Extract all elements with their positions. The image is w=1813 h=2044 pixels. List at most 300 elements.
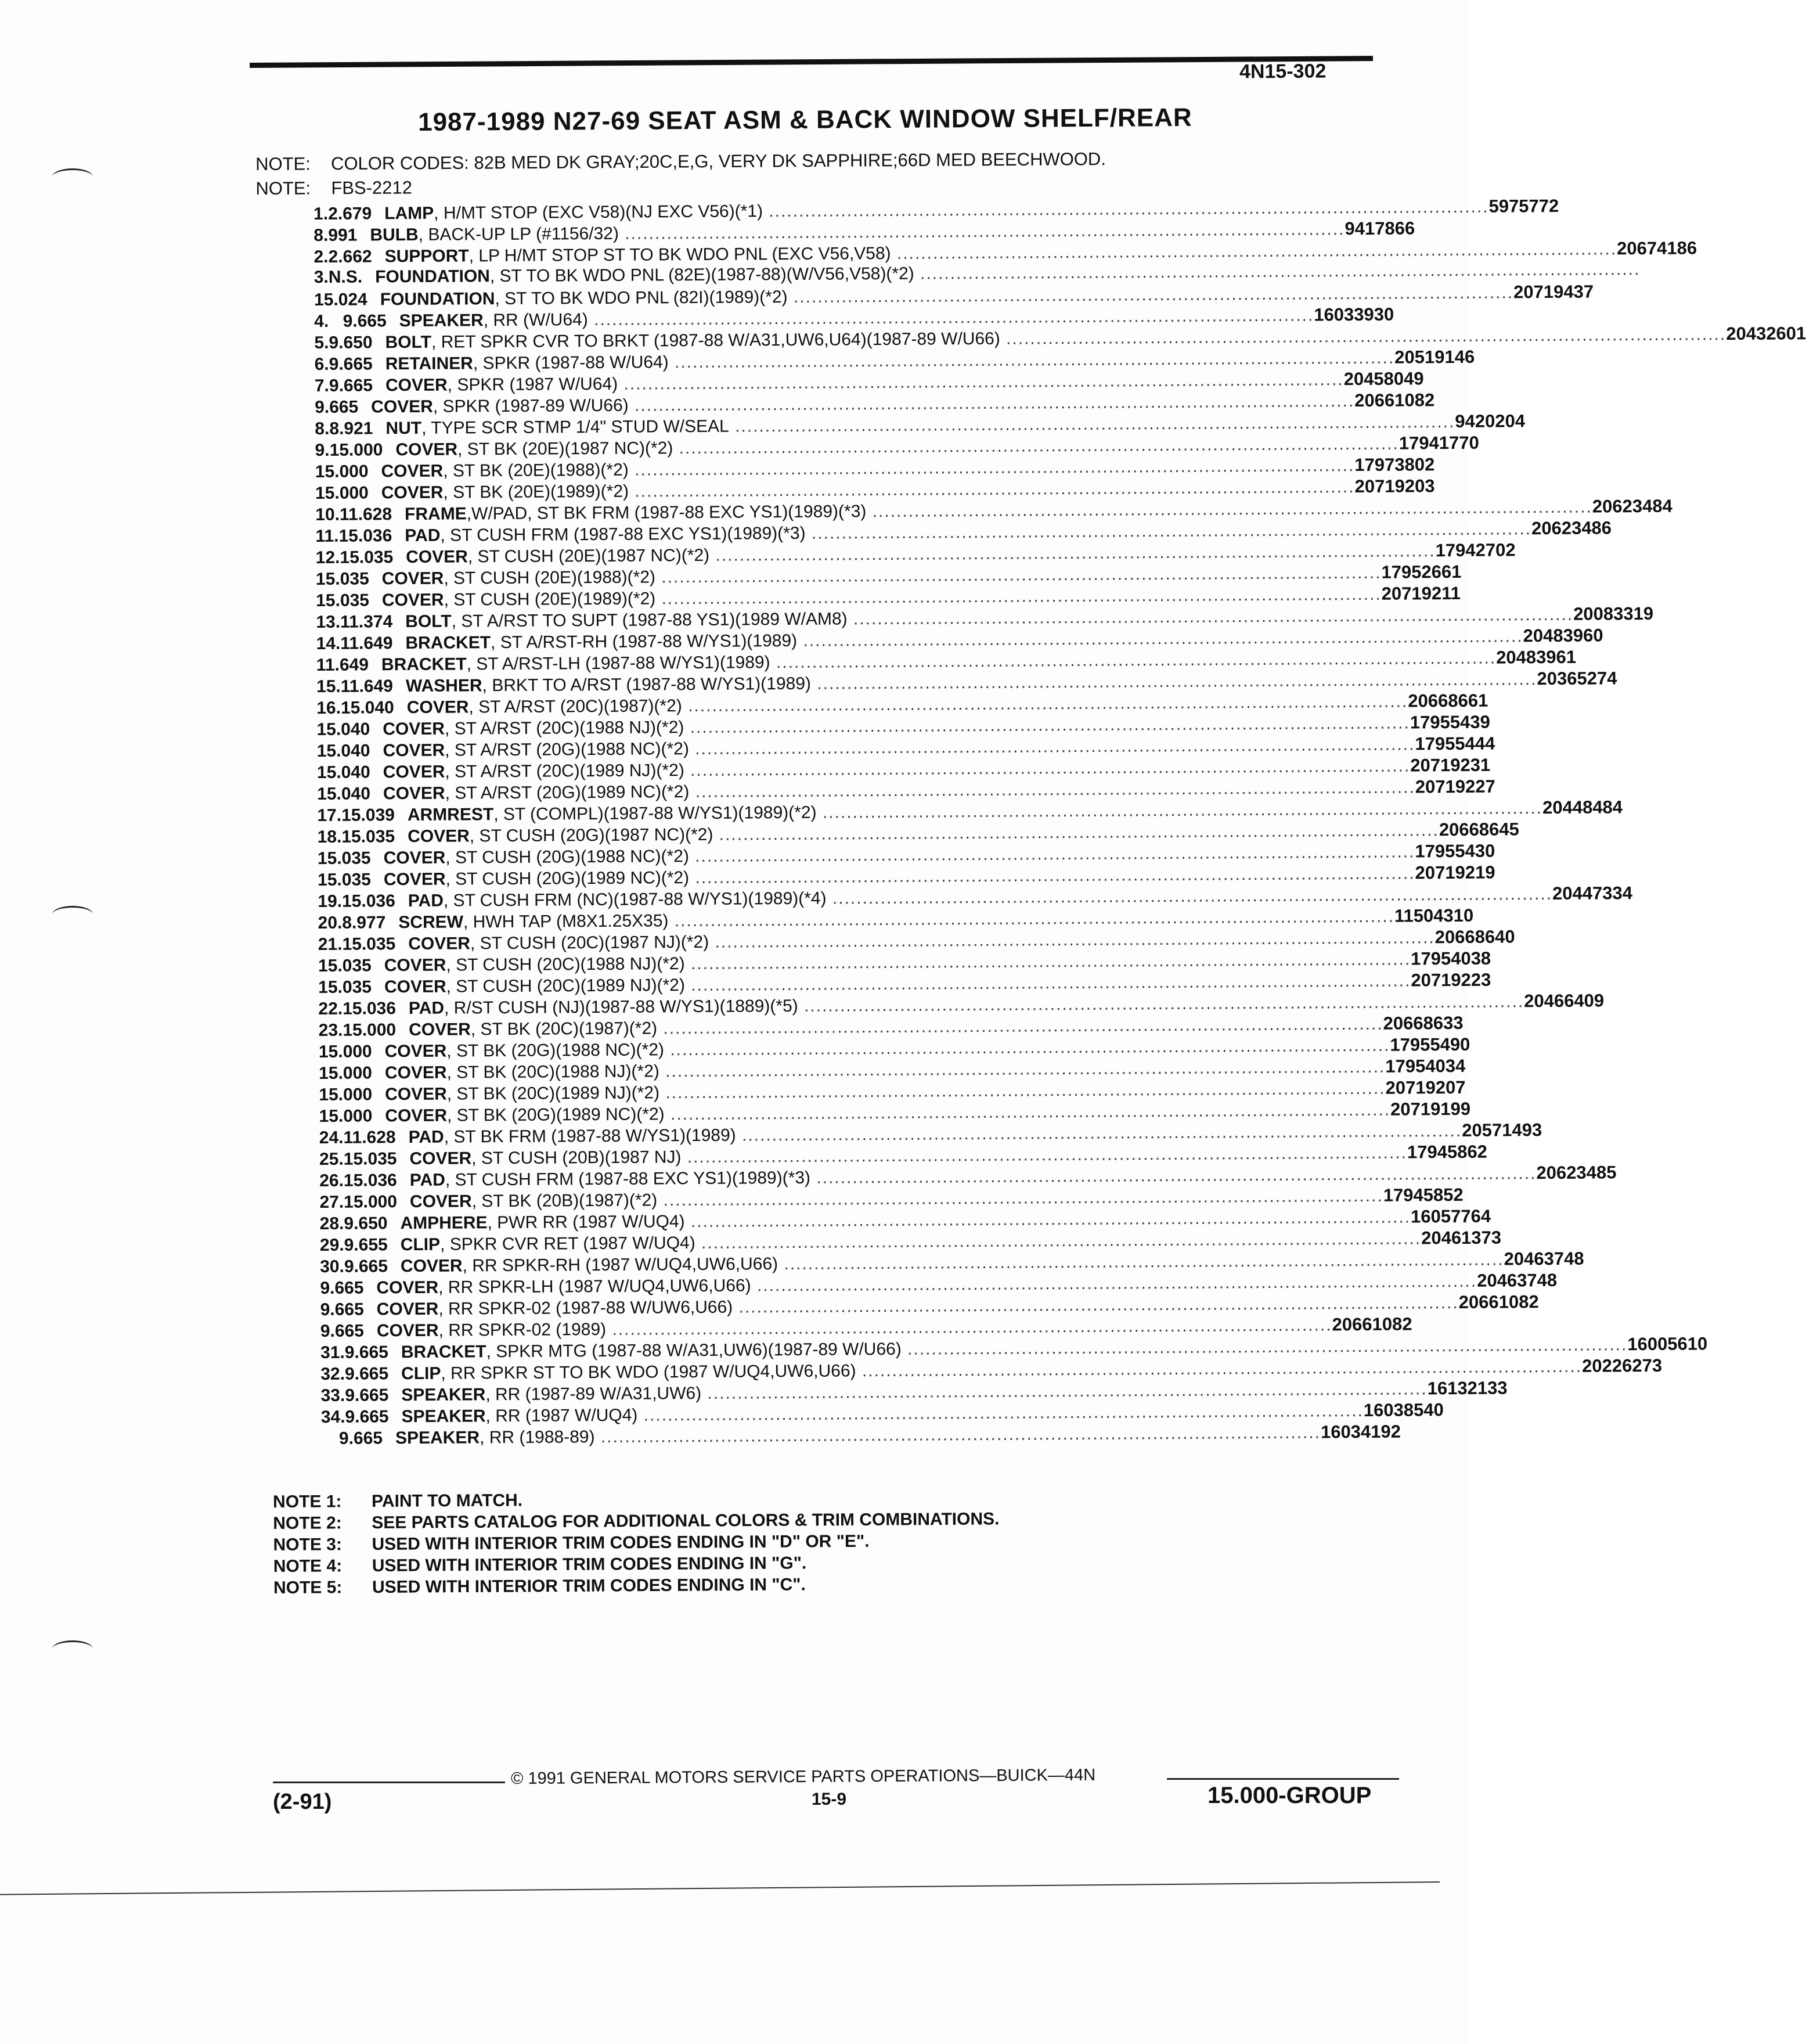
leader-dots: ........................................................................................................................ — [657, 1186, 1383, 1210]
part-detail: , SPKR CVR RET (1987 W/UQ4) — [439, 1233, 695, 1254]
part-detail: , H/MT STOP (EXC V58)(NJ EXC V56)(*1) — [434, 201, 763, 223]
leader-dots: ........................................................................................................................ — [914, 260, 1641, 283]
part-number: 20466409 — [1524, 990, 1605, 1012]
part-number: 17955444 — [1415, 733, 1495, 754]
leader-dots: ........................................................................................................................ — [668, 348, 1395, 372]
part-ref-number: 9. — [315, 440, 330, 460]
leader-dots: ........................................................................................................................ — [689, 842, 1415, 866]
leader-dots: ........................................................................................................................ — [628, 477, 1355, 501]
part-detail: , ST CUSH (20E)(1988)(*2) — [444, 567, 656, 588]
leader-dots: ........................................................................................................................ — [810, 670, 1537, 693]
part-name: AMPHERE — [400, 1213, 488, 1233]
part-group-number: 15.000 — [318, 1042, 372, 1061]
leader-dots: ........................................................................................................................ — [816, 798, 1543, 822]
part-name: RETAINER — [385, 354, 474, 374]
part-group-number: 15.036 — [338, 526, 392, 546]
part-group-number: 15.035 — [318, 956, 372, 976]
part-name: SPEAKER — [401, 1406, 486, 1427]
part-name: PAD — [408, 998, 445, 1019]
part-number: 20483960 — [1523, 625, 1603, 646]
part-group-number: 15.000 — [319, 1106, 373, 1126]
leader-dots: ........................................................................................................................ — [659, 1078, 1386, 1103]
part-name: COVER — [383, 762, 445, 782]
part-number: 20719219 — [1415, 862, 1495, 883]
part-name: COVER — [383, 869, 446, 890]
leader-dots: ........................................................................................................................ — [856, 1356, 1583, 1381]
part-number: 16132133 — [1427, 1377, 1508, 1399]
part-group-number: 9.665 — [320, 1278, 364, 1298]
footnote-label: NOTE 5: — [273, 1578, 343, 1597]
part-detail: , ST CUSH (20E)(1989)(*2) — [444, 589, 656, 610]
part-group-number: 15.036 — [343, 1171, 397, 1190]
part-ref-number: 30. — [320, 1257, 345, 1276]
parts-list — [313, 195, 1807, 1449]
part-group-number: 9.665 — [345, 1386, 389, 1405]
leader-dots: ........................................................................................................................ — [587, 305, 1314, 330]
part-detail: , RR (W/U64) — [483, 310, 588, 330]
part-number: 20668661 — [1408, 690, 1488, 711]
leader-dots: ........................................................................................................................ — [682, 692, 1408, 716]
leader-dots: ........................................................................................................................ — [1000, 325, 1727, 348]
part-detail: , ST A/RST (20C)(1987)(*2) — [468, 696, 682, 717]
part-group-number: 11.649 — [340, 634, 393, 653]
leader-dots: ........................................................................................................................ — [681, 1143, 1408, 1167]
footnote — [273, 1572, 1000, 1599]
part-ref-number: 5. — [314, 333, 329, 352]
part-group-number: 15.039 — [341, 805, 395, 825]
part-number: 20463748 — [1477, 1269, 1558, 1291]
leader-dots: ........................................................................................................................ — [787, 283, 1514, 307]
part-detail: , RR SPKR-02 (1989) — [438, 1319, 607, 1340]
part-ref-number: 4. — [314, 311, 329, 331]
part-name: COVER — [383, 719, 445, 739]
part-detail: , RET SPKR CVR TO BRKT (1987-88 W/A31,UW6,U64)(1987-89 W/U66) — [431, 329, 1000, 352]
part-group-number: 15.035 — [318, 870, 371, 890]
leader-dots: ........................................................................................................................ — [689, 863, 1415, 888]
leader-dots: ........................................................................................................................ — [709, 928, 1435, 952]
part-name: SPEAKER — [395, 1428, 480, 1448]
part-number: 20571493 — [1462, 1120, 1542, 1140]
part-number: 20432601 — [1726, 323, 1807, 344]
part-number: 17955439 — [1410, 711, 1490, 733]
part-name: BRACKET — [401, 1342, 486, 1362]
footnote-label: NOTE 4: — [273, 1556, 343, 1576]
part-detail: , ST (COMPL)(1987-88 W/YS1)(1989)(*2) — [493, 803, 817, 825]
part-group-number: 9.655 — [344, 1235, 388, 1255]
part-name: COVER — [381, 590, 444, 610]
leader-dots: ........................................................................................................................ — [751, 1271, 1477, 1296]
part-ref-number: 21. — [318, 934, 343, 954]
leader-dots: ........................................................................................................................ — [891, 239, 1617, 263]
leader-dots: ........................................................................................................................ — [668, 906, 1395, 931]
part-detail: , ST BK (20B)(1987)(*2) — [471, 1190, 658, 1211]
part-name: COVER — [383, 848, 446, 868]
part-group-number: 9.665 — [345, 1407, 389, 1427]
part-number: 20719199 — [1390, 1098, 1471, 1120]
part-name: BOLT — [385, 332, 432, 352]
leader-dots: ........................................................................................................................ — [628, 456, 1355, 480]
footnote-label: NOTE 1: — [273, 1492, 342, 1512]
part-name: COVER — [381, 461, 444, 481]
part-detail: , ST CUSH (20G)(1988 NC)(*2) — [445, 847, 689, 868]
header-notes — [255, 147, 1106, 201]
part-name: COVER — [383, 740, 445, 761]
part-group-number: 8.977 — [342, 913, 386, 933]
part-group-number: 15.035 — [340, 548, 394, 567]
part-number: 16005610 — [1627, 1333, 1708, 1355]
part-detail: , ST BK (20C)(1989 NJ)(*2) — [446, 1083, 660, 1104]
part-ref-number: 11. — [315, 526, 339, 546]
part-ref-number: 17. — [317, 805, 342, 825]
leader-dots: ........................................................................................................................ — [805, 519, 1532, 543]
part-name: PAD — [408, 891, 444, 911]
leader-dots: ........................................................................................................................ — [659, 1057, 1386, 1081]
part-number: 17941770 — [1399, 432, 1479, 454]
part-detail: , BACK-UP LP (#1156/32) — [418, 224, 619, 244]
part-name: NUT — [385, 418, 422, 438]
leader-dots: ........................................................................................................................ — [770, 648, 1497, 672]
footnote-label: NOTE 3: — [273, 1535, 343, 1554]
part-number: 20623484 — [1592, 495, 1673, 517]
part-group-number: 9.665 — [315, 397, 359, 417]
leader-dots: ........................................................................................................................ — [901, 1335, 1628, 1359]
part-number: 20674186 — [1617, 237, 1697, 259]
part-group-number: 9.665 — [329, 354, 373, 374]
part-detail: , ST CUSH (20C)(1989 NJ)(*2) — [446, 976, 686, 996]
part-ref-number: 10. — [315, 505, 340, 524]
part-ref-number: 14. — [316, 634, 341, 653]
part-name: COVER — [376, 1320, 439, 1341]
part-group-number: 15.040 — [316, 741, 370, 761]
footer-rule — [273, 1782, 505, 1783]
leader-dots: ........................................................................................................................ — [684, 1207, 1411, 1232]
part-name: COVER — [385, 1106, 448, 1126]
binder-hole-mark — [52, 906, 93, 923]
top-rule — [250, 56, 1373, 68]
part-name: ARMREST — [407, 805, 494, 825]
part-group-number: 15.000 — [319, 1085, 373, 1104]
part-name: FOUNDATION — [375, 267, 491, 287]
part-number: 20083319 — [1573, 603, 1654, 624]
part-group-number: 9.665 — [344, 1364, 389, 1384]
part-number: 20719437 — [1513, 281, 1594, 303]
footer-rule — [1167, 1778, 1399, 1780]
part-number: 20461373 — [1421, 1227, 1502, 1248]
part-detail: , PWR RR (1987 W/UQ4) — [487, 1212, 685, 1233]
leader-dots: ........................................................................................................................ — [664, 1100, 1391, 1124]
leader-dots: ........................................................................................................................ — [733, 1293, 1459, 1317]
part-ref-number: 7. — [314, 376, 330, 395]
part-ref-number: 27. — [319, 1192, 344, 1212]
part-number: 17973802 — [1354, 454, 1435, 476]
leader-dots: ........................................................................................................................ — [713, 821, 1439, 844]
part-ref-number: 13. — [316, 612, 341, 632]
part-detail: , RR SPKR ST TO BK WDO (1987 W/UQ4,UW6,U66) — [441, 1361, 856, 1383]
part-ref-number: 26. — [319, 1171, 344, 1190]
part-detail: , LP H/MT STOP ST TO BK WDO PNL (EXC V56,V58) — [468, 243, 891, 266]
part-name: COVER — [381, 483, 444, 503]
scan-edge-rule — [0, 1881, 1440, 1895]
footnote-text: PAINT TO MATCH. — [372, 1491, 523, 1511]
part-group-number: 15.040 — [316, 719, 370, 739]
group-number: 15.000-GROUP — [1208, 1783, 1372, 1808]
part-group-number: 15.035 — [315, 569, 369, 589]
part-group-number: 15.024 — [313, 290, 367, 310]
part-group-number: 15.000 — [329, 440, 383, 460]
part-number: 20448484 — [1542, 797, 1623, 818]
part-number: 20365274 — [1537, 668, 1617, 689]
part-name: COVER — [409, 1020, 471, 1040]
part-group-number: 9.665 — [343, 311, 387, 331]
part-group-number: 15.040 — [340, 698, 394, 718]
part-name: COVER — [384, 977, 446, 997]
part-detail: , BRKT TO A/RST (1987-88 W/YS1)(1989) — [482, 674, 812, 696]
part-name: CLIP — [400, 1235, 441, 1255]
part-detail: , ST CUSH (20C)(1988 NJ)(*2) — [446, 954, 685, 975]
leader-dots: ........................................................................................................................ — [637, 1401, 1364, 1425]
leader-dots: ........................................................................................................................ — [866, 497, 1592, 521]
leader-dots: ........................................................................................................................ — [736, 1121, 1462, 1145]
leader-dots: ........................................................................................................................ — [618, 219, 1345, 243]
part-detail: , ST CUSH FRM (NC)(1987-88 W/YS1)(1989)(*4) — [443, 888, 827, 911]
part-detail: , ST BK FRM (1987-88 W/YS1)(1989) — [444, 1125, 736, 1147]
part-group-number: 15.000 — [343, 1020, 397, 1040]
part-name: FOUNDATION — [380, 289, 495, 310]
part-ref-number: 8. — [315, 419, 330, 438]
part-name: COVER — [376, 1278, 439, 1298]
part-group-number: 11.649 — [316, 655, 369, 675]
part-detail: ,W/PAD, ST BK FRM (1987-88 EXC YS1)(1989)(*3) — [466, 502, 867, 524]
part-detail: , ST TO BK WDO PNL (82E)(1987-88)(W/V56,V58)(*2) — [489, 264, 914, 286]
leader-dots: ........................................................................................................................ — [664, 1035, 1390, 1060]
part-number: 20719231 — [1410, 754, 1491, 776]
leader-dots: ........................................................................................................................ — [701, 1379, 1428, 1403]
part-detail: , SPKR (1987 W/U64) — [447, 374, 618, 395]
leader-dots: ........................................................................................................................ — [709, 541, 1436, 565]
part-number: 20661082 — [1354, 390, 1435, 411]
part-group-number: 15.040 — [317, 784, 371, 804]
part-name: COVER — [381, 568, 444, 589]
part-group-number: 8.921 — [329, 419, 373, 438]
part-name: BRACKET — [381, 654, 467, 675]
part-detail: , ST A/RST-LH (1987-88 W/YS1)(1989) — [466, 653, 770, 674]
part-detail: , R/ST CUSH (NJ)(1987-88 W/YS1)(1889)(*5) — [444, 996, 798, 1018]
part-group-number: 9.650 — [329, 333, 373, 352]
part-group-number: 15.035 — [342, 934, 396, 954]
part-group-number: 15.035 — [343, 1149, 397, 1169]
part-detail: , ST A/RST (20C)(1988 NJ)(*2) — [444, 718, 684, 739]
part-group-number: 9.665 — [320, 1321, 365, 1341]
leader-dots: ........................................................................................................................ — [684, 713, 1410, 737]
part-detail: , ST A/RST (20C)(1989 NJ)(*2) — [445, 761, 684, 782]
part-number: 17945862 — [1407, 1141, 1487, 1163]
footnote — [273, 1508, 999, 1534]
part-group-number: N.S. — [328, 267, 363, 287]
part-number: 20463748 — [1504, 1248, 1584, 1269]
part-detail: , ST CUSH (20G)(1987 NC)(*2) — [469, 825, 713, 846]
part-ref-number: 23. — [318, 1020, 343, 1040]
part-group-number: 9.665 — [329, 376, 373, 395]
part-name: COVER — [371, 397, 434, 417]
part-group-number: 11.628 — [343, 1128, 396, 1147]
copyright: © 1991 GENERAL MOTORS SERVICE PARTS OPERATIONS—BUICK—44N — [510, 1765, 1096, 1788]
part-detail: , RR SPKR-RH (1987 W/UQ4,UW6,U66) — [462, 1254, 778, 1276]
footnote-label: NOTE 2: — [273, 1513, 342, 1533]
part-number: 16057764 — [1410, 1205, 1491, 1227]
part-group-number: 9.665 — [344, 1343, 388, 1362]
part-group-number: 15.035 — [317, 848, 371, 868]
leader-dots: ........................................................................................................................ — [689, 735, 1415, 759]
footnote-text: SEE PARTS CATALOG FOR ADDITIONAL COLORS & TRIM COMBINATIONS. — [372, 1509, 1000, 1532]
part-detail: , ST BK (20G)(1988 NC)(*2) — [446, 1040, 665, 1061]
part-ref-number: 18. — [317, 827, 342, 847]
part-detail: , ST BK (20G)(1989 NC)(*2) — [446, 1104, 665, 1125]
part-name: BULB — [370, 225, 419, 245]
part-name: BRACKET — [405, 633, 491, 653]
leader-dots: ........................................................................................................................ — [684, 756, 1411, 780]
part-name: COVER — [384, 1041, 447, 1061]
part-number: 9417866 — [1345, 218, 1415, 239]
part-detail: , SPKR (1987-88 W/U64) — [473, 352, 669, 373]
part-group-number: 15.000 — [315, 462, 369, 481]
part-detail: , ST BK (20E)(1987 NC)(*2) — [457, 438, 673, 459]
part-number: 20719207 — [1385, 1077, 1466, 1098]
leader-dots: ........................................................................................................................ — [689, 778, 1415, 802]
part-number: 20661082 — [1332, 1314, 1412, 1335]
part-detail: , RR (1987-89 W/A31,UW6) — [485, 1383, 702, 1405]
leader-dots: ........................................................................................................................ — [684, 949, 1411, 974]
part-name: SPEAKER — [399, 311, 484, 331]
part-number: 20226273 — [1582, 1355, 1663, 1376]
part-detail: , RR SPKR-LH (1987 W/UQ4,UW6,U66) — [438, 1276, 751, 1297]
part-name: COVER — [409, 1192, 472, 1212]
leader-dots: ........................................................................................................................ — [778, 1250, 1504, 1274]
part-ref-number: 29. — [319, 1235, 344, 1255]
binder-hole-mark — [52, 1640, 93, 1657]
part-number: 9420204 — [1455, 411, 1526, 431]
part-name: SCREW — [398, 912, 464, 933]
leader-dots: ........................................................................................................................ — [655, 563, 1382, 587]
part-ref-number: 22. — [318, 999, 343, 1019]
leader-dots: ........................................................................................................................ — [826, 884, 1553, 908]
part-name: COVER — [400, 1256, 463, 1276]
leader-dots: ........................................................................................................................ — [657, 1014, 1383, 1038]
part-group-number: 11.628 — [339, 505, 392, 524]
part-name: COVER — [408, 826, 470, 847]
part-group-number: 9.665 — [320, 1300, 364, 1319]
part-name: PAD — [409, 1170, 445, 1190]
part-number: 20623486 — [1531, 517, 1612, 539]
footnote-text: USED WITH INTERIOR TRIM CODES ENDING IN "D" OR "E". — [372, 1531, 870, 1554]
page-title: 1987-1989 N27-69 SEAT ASM & BACK WINDOW SHELF/REAR — [418, 103, 1192, 136]
leader-dots: ........................................................................................................................ — [605, 1315, 1332, 1339]
part-name: COVER — [406, 697, 469, 718]
leader-dots: ........................................................................................................................ — [762, 197, 1489, 221]
part-detail: , ST CUSH (20B)(1987 NJ) — [471, 1147, 682, 1168]
part-group-number: 15.040 — [316, 762, 370, 782]
part-number: 20661082 — [1458, 1291, 1539, 1312]
part-name: COVER — [385, 1084, 447, 1104]
part-detail: , ST CUSH (20C)(1987 NJ)(*2) — [470, 932, 709, 953]
part-number: 20447334 — [1552, 883, 1633, 904]
part-number: 17952661 — [1381, 561, 1462, 582]
part-group-number: 15.036 — [341, 891, 395, 911]
footnote-text: USED WITH INTERIOR TRIM CODES ENDING IN "G". — [372, 1553, 807, 1575]
part-number: 16034192 — [1320, 1421, 1401, 1442]
part-detail: , ST BK (20C)(1988 NJ)(*2) — [446, 1061, 659, 1082]
part-name: BOLT — [405, 611, 452, 632]
part-name: COVER — [376, 1299, 439, 1319]
part-name: FRAME — [405, 504, 467, 524]
part-number: 20623485 — [1536, 1162, 1617, 1183]
part-name: COVER — [409, 1149, 472, 1169]
leader-dots: ........................................................................................................................ — [695, 1229, 1422, 1253]
part-number: 17954034 — [1385, 1055, 1466, 1077]
part-ref-number: 19. — [318, 891, 343, 911]
leader-dots: ........................................................................................................................ — [847, 604, 1574, 629]
part-ref-number: 3. — [313, 267, 329, 287]
page-number: 15-9 — [812, 1790, 847, 1809]
part-group-number: 2.662 — [328, 247, 372, 267]
revision-date: (2-91) — [273, 1790, 332, 1814]
part-name: WASHER — [405, 676, 482, 696]
part-name: COVER — [383, 783, 445, 804]
part-ref-number: 2. — [313, 247, 329, 267]
part-name: COVER — [385, 375, 448, 395]
part-ref-number: 16. — [316, 698, 341, 718]
part-ref-number: 28. — [319, 1214, 344, 1233]
part-name: SPEAKER — [401, 1385, 486, 1405]
leader-dots: ........................................................................................................................ — [729, 412, 1455, 436]
part-group-number: 15.000 — [319, 1063, 373, 1083]
part-name: COVER — [384, 1063, 447, 1083]
part-name: PAD — [408, 1127, 444, 1147]
part-number: 16038540 — [1363, 1399, 1444, 1420]
part-name: LAMP — [384, 203, 434, 224]
part-name: COVER — [406, 547, 468, 567]
leader-dots: ........................................................................................................................ — [684, 971, 1411, 995]
part-group-number: 9.665 — [344, 1257, 388, 1276]
part-group-number: 11.649 — [340, 676, 394, 696]
leader-dots: ........................................................................................................................ — [810, 1164, 1537, 1187]
part-number: 17954038 — [1411, 948, 1491, 969]
part-group-number: 9.665 — [338, 1428, 383, 1448]
part-detail: , RR SPKR-02 (1987-88 W/UW6,U66) — [438, 1297, 733, 1319]
part-number: 17955430 — [1415, 840, 1495, 862]
part-group-number: 15.000 — [315, 483, 369, 503]
part-detail: , TYPE SCR STMP 1/4" STUD W/SEAL — [421, 416, 729, 438]
part-number: 20719211 — [1381, 582, 1461, 604]
part-detail: , HWH TAP (M8X1.25X35) — [463, 911, 669, 932]
part-number: 20483961 — [1496, 646, 1577, 668]
part-number: 20668633 — [1383, 1012, 1464, 1034]
part-ref-number: 1. — [313, 204, 329, 224]
part-group-number: 15.036 — [343, 999, 397, 1019]
part-ref-number: 33. — [320, 1386, 345, 1405]
header-note: NOTE: COLOR CODES: 82B MED DK GRAY;20C,E,G, VERY DK SAPPHIRE;66D MED BEECHWOOD. — [255, 149, 1106, 174]
leader-dots: ........................................................................................................................ — [673, 434, 1399, 458]
binder-hole-mark — [52, 168, 93, 185]
part-number: 20519146 — [1394, 346, 1475, 368]
part-detail: , ST BK (20E)(1989)(*2) — [443, 481, 629, 502]
part-group-number: 15.035 — [318, 977, 372, 997]
part-group-number: 15.035 — [341, 827, 395, 847]
part-number: 17945852 — [1383, 1184, 1464, 1205]
part-name: SUPPORT — [384, 246, 469, 267]
part-group-number: 15.000 — [344, 1192, 398, 1212]
leader-dots: ........................................................................................................................ — [798, 992, 1524, 1016]
part-detail: , ST A/RST (20G)(1988 NC)(*2) — [445, 739, 690, 760]
